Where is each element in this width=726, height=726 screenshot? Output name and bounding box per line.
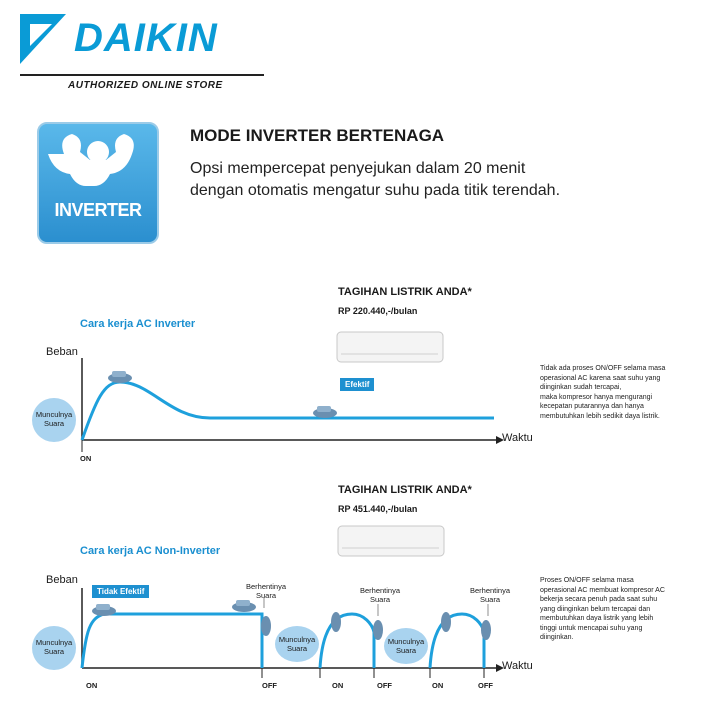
ineffective-tag: Tidak Efektif (92, 585, 149, 598)
car-icon (441, 612, 451, 632)
stop-label-line: Berhentinya (245, 582, 287, 591)
on-label: ON (332, 681, 344, 690)
off-label: OFF (377, 681, 392, 690)
stop-label-line: Berhentinya (469, 586, 511, 595)
sound-label-line: Suara (43, 647, 64, 656)
stop-label-line: Suara (479, 595, 500, 604)
sound-label-line: Suara (286, 644, 307, 653)
feature-description-line: dengan otomatis mengatur suhu pada titik terendah. (190, 182, 561, 199)
car-icon (373, 620, 383, 640)
bill-amount: RP 451.440,-/bulan (338, 504, 418, 514)
bill-title: TAGIHAN LISTRIK ANDA* (338, 484, 472, 496)
inverter-feature-icon (37, 122, 159, 244)
noninverter-note (540, 576, 690, 643)
car-icon (232, 600, 256, 612)
header-divider (20, 74, 264, 76)
note-line: membutuhkan daya listrik yang lebih (540, 615, 654, 622)
stop-label-line: Suara (369, 595, 390, 604)
feature-description-line: Opsi mempercepat penyejukan dalam 20 menit (190, 160, 526, 177)
note-line: yang diinginkan belum tercapai dan (540, 605, 651, 613)
sound-label (386, 637, 426, 655)
feature-title: MODE INVERTER BERTENAGA (190, 126, 445, 145)
inverter-chart (32, 332, 504, 452)
y-axis-label: Beban (46, 346, 78, 358)
stop-sound-label (356, 586, 404, 604)
stop-sound-label (466, 586, 514, 604)
sound-label-line: Suara (395, 646, 416, 655)
sound-label-line: Munculnya (35, 410, 73, 419)
note-line: maka kompresor hanya mengurangi (540, 393, 653, 401)
stop-label-line: Berhentinya (359, 586, 401, 595)
ac-unit-icon (338, 526, 444, 556)
y-axis-label: Beban (46, 574, 78, 586)
feature-description (190, 158, 650, 202)
car-icon (313, 406, 337, 418)
car-icon (481, 620, 491, 640)
car-icon (331, 612, 341, 632)
stop-label-line: Suara (255, 591, 276, 600)
x-axis-label: Waktu (502, 660, 533, 672)
note-line: membutuhkan lebih sedikit daya listrik. (540, 412, 660, 420)
note-line: operasional AC membuat kompresor AC (540, 586, 665, 594)
sound-label-line: Munculnya (387, 637, 425, 646)
x-axis-label: Waktu (502, 432, 533, 444)
chart-title: Cara kerja AC Inverter (80, 318, 196, 330)
on-label: ON (432, 681, 444, 690)
sound-label (34, 410, 74, 428)
note-line: diinginkan sudah tercapai, (540, 384, 622, 391)
sound-label (34, 638, 74, 656)
off-label: OFF (478, 681, 493, 690)
inverter-icon-label: INVERTER (54, 200, 142, 220)
note-line: Tidak ada proses ON/OFF selama masa (540, 365, 666, 372)
daikin-logo-mark (20, 14, 66, 64)
sound-label-line: Munculnya (35, 638, 73, 647)
daikin-logo-mark-inner (30, 24, 52, 46)
ac-unit-icon (337, 332, 443, 362)
car-icon (108, 371, 132, 383)
on-label: ON (80, 454, 92, 463)
bill-title: TAGIHAN LISTRIK ANDA* (338, 286, 472, 298)
note-line: diinginkan. (540, 634, 574, 641)
car-icon (92, 604, 116, 616)
brand-logo: DAIKIN (74, 16, 218, 60)
stop-sound-label (242, 582, 290, 600)
off-label: OFF (262, 681, 277, 690)
chart-title: Cara kerja AC Non-Inverter (80, 545, 221, 557)
sound-label (277, 635, 317, 653)
sound-label-line: Suara (43, 419, 64, 428)
note-line: bekerja secara penuh pada saat suhu (540, 596, 658, 603)
note-line: kecepatan putarannya dan hanya (540, 403, 644, 410)
effective-tag: Efektif (340, 378, 374, 391)
note-line: Proses ON/OFF selama masa (540, 577, 634, 584)
store-tagline: AUTHORIZED ONLINE STORE (68, 80, 223, 91)
inverter-load-curve (82, 382, 494, 440)
inverter-note (540, 364, 690, 421)
bill-amount: RP 220.440,-/bulan (338, 306, 418, 316)
note-line: tinggi untuk mencapai suhu yang (540, 624, 643, 632)
on-label: ON (86, 681, 98, 690)
sound-label-line: Munculnya (278, 635, 316, 644)
car-icon (261, 616, 271, 636)
note-line: operasional AC karena saat suhu yang (540, 374, 661, 382)
